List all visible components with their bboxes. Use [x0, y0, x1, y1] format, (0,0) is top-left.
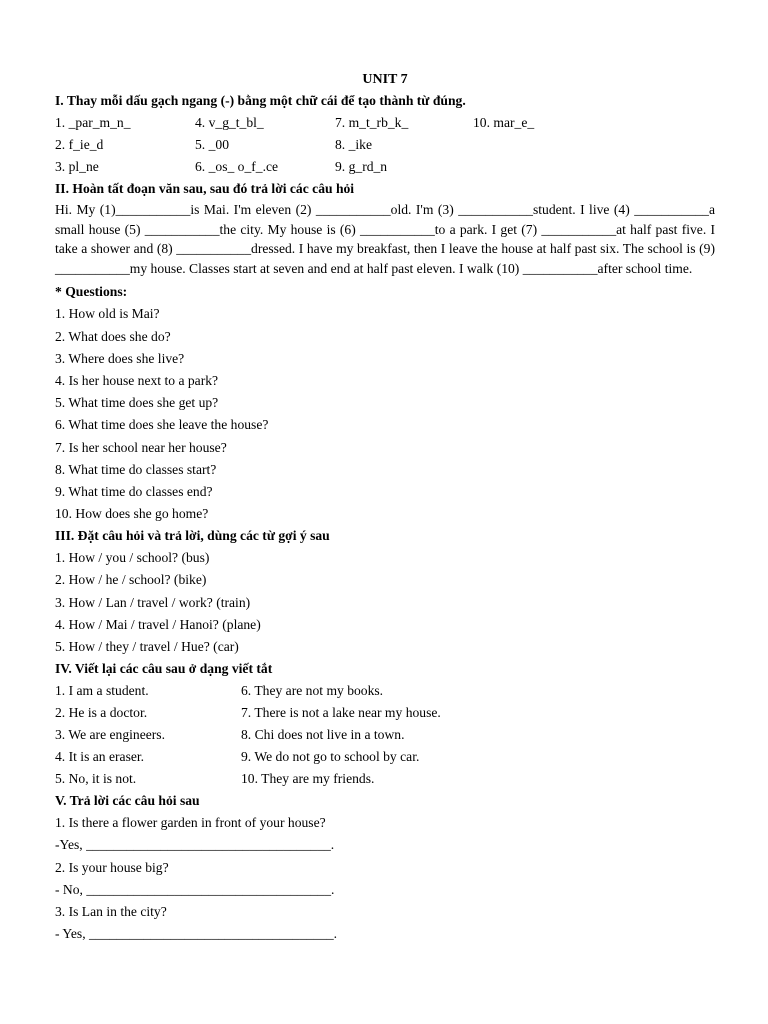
word-item: 10. mar_e_ [473, 115, 535, 130]
word-item: 9. g_rd_n [335, 159, 388, 174]
answer-line: - No, ____________________________________. [55, 881, 335, 897]
section-3-heading: III. Đặt câu hỏi và trả lời, dùng các từ gợi ý sau [55, 528, 330, 544]
sentence-item: 4. It is an eraser. [55, 749, 145, 765]
section-5-heading: V. Trả lời các câu hỏi sau [55, 793, 200, 809]
section-1-heading: I. Thay mỗi dấu gạch ngang (-) bằng một chữ cái để tạo thành từ đúng. [55, 93, 466, 108]
sentence-item: 9. We do not go to school by car. [241, 749, 420, 765]
sentence-item: 7. There is not a lake near my house. [241, 705, 441, 721]
section-1-row [55, 156, 715, 178]
page-title: UNIT 7 [362, 72, 408, 87]
sentence-item: 10. They are my friends. [241, 771, 375, 787]
word-item: 2. f_ie_d [55, 137, 104, 152]
worksheet [55, 70, 715, 945]
sentence-item: 1. I am a student. [55, 683, 149, 699]
question-item: 8. What time do classes start? [55, 461, 217, 477]
question-item: 6. What time does she leave the house? [55, 417, 269, 433]
word-item: 7. m_t_rb_k_ [335, 115, 409, 130]
section-2-heading: II. Hoàn tất đoạn văn sau, sau đó trả lời các câu hỏi [55, 181, 355, 196]
answer-question: 3. Is Lan in the city? [55, 903, 167, 919]
fill-blank-paragraph: Hi. My (1)___________is Mai. I'm eleven (2) ___________old. I'm (3) ___________student. I live (4) ___________a small house (5) ___________the city. My house is (6) ___________to a park. I get (7) ___________at half past five. I take a shower and (8) ___________dressed. I have my breakfast, then I leave the house at half past six. The school is (9) ___________my house. Classes start at seven and end at half past eleven. I walk (10) ___________after school time. [55, 202, 715, 276]
prompt-item: 5. How / they / travel / Hue? (car) [55, 639, 239, 654]
prompt-item: 3. How / Lan / travel / work? (train) [55, 594, 251, 610]
answer-question: 2. Is your house big? [55, 859, 169, 875]
word-item: 1. _par_m_n_ [55, 115, 131, 130]
contraction-row [55, 746, 715, 768]
sentence-item: 8. Chi does not live in a town. [241, 727, 405, 743]
answer-question: 1. Is there a flower garden in front of your house? [55, 815, 326, 831]
sentence-item: 2. He is a doctor. [55, 705, 148, 721]
question-item: 9. What time do classes end? [55, 483, 213, 499]
questions-heading: * Questions: [55, 284, 128, 300]
prompt-item: 2. How / he / school? (bike) [55, 572, 207, 588]
sentence-item: 6. They are not my books. [241, 683, 384, 699]
contraction-row [55, 680, 715, 702]
section-4-heading: IV. Viết lại các câu sau ở dạng viết tắt [55, 661, 273, 677]
prompt-item: 4. How / Mai / travel / Hanoi? (plane) [55, 616, 261, 632]
contraction-row [55, 724, 715, 746]
contraction-row [55, 768, 715, 790]
answer-line: -Yes, ____________________________________. [55, 837, 335, 853]
word-item: 4. v_g_t_bl_ [195, 115, 264, 130]
question-item: 1. How old is Mai? [55, 306, 160, 322]
word-item: 5. _00 [195, 137, 229, 152]
question-item: 5. What time does she get up? [55, 395, 219, 411]
sentence-item: 3. We are engineers. [55, 727, 165, 743]
question-item: 7. Is her school near her house? [55, 439, 227, 455]
question-item: 3. Where does she live? [55, 350, 185, 366]
question-item: 10. How does she go home? [55, 506, 209, 522]
contraction-row [55, 702, 715, 724]
word-item: 8. _ike [335, 137, 372, 152]
word-item: 6. _os_ o_f_.ce [195, 159, 279, 174]
prompt-item: 1. How / you / school? (bus) [55, 550, 210, 566]
section-1-row [55, 134, 715, 156]
answer-line: - Yes, ____________________________________. [55, 926, 338, 942]
question-item: 4. Is her house next to a park? [55, 372, 219, 388]
sentence-item: 5. No, it is not. [55, 771, 137, 787]
section-1-row [55, 112, 715, 134]
word-item: 3. pl_ne [55, 159, 99, 174]
question-item: 2. What does she do? [55, 328, 171, 344]
